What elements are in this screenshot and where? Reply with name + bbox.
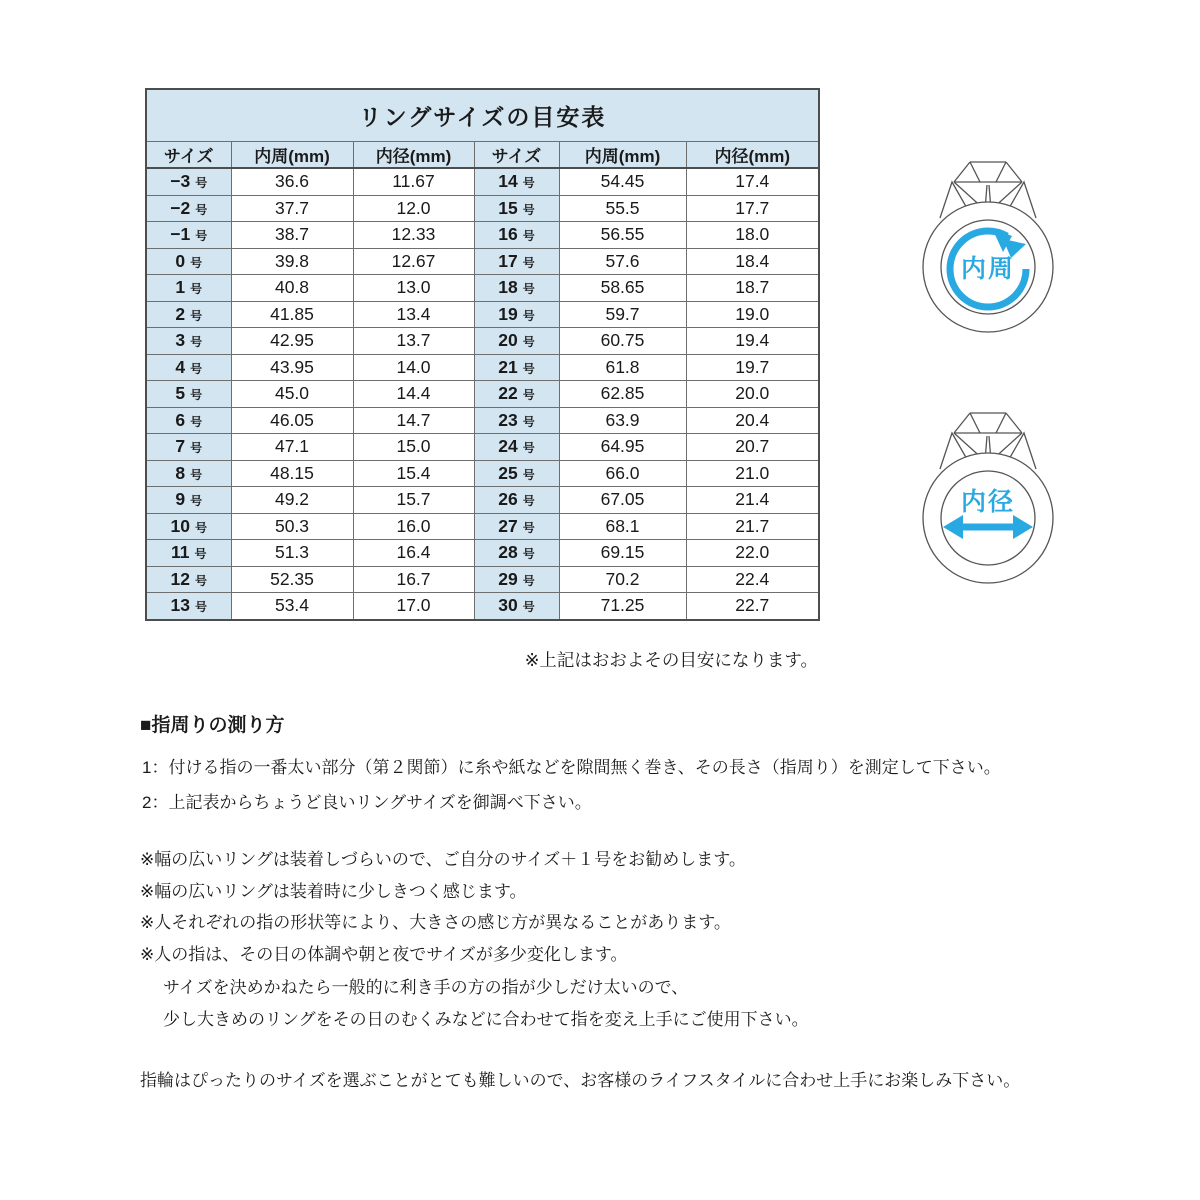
diameter-value-cell: 17.0 — [353, 593, 474, 620]
circumference-value-cell: 42.95 — [231, 328, 353, 355]
circumference-value-cell: 52.35 — [231, 566, 353, 593]
diameter-value-cell: 20.0 — [686, 381, 819, 408]
circumference-value-cell: 50.3 — [231, 513, 353, 540]
column-header-diameter: 内径(mm) — [353, 142, 474, 169]
circumference-value-cell: 37.7 — [231, 195, 353, 222]
diameter-value-cell: 11.67 — [353, 168, 474, 195]
circumference-value-cell: 39.8 — [231, 248, 353, 275]
size-cell: 8 号 — [146, 460, 231, 487]
diameter-value-cell: 21.0 — [686, 460, 819, 487]
table-row — [146, 593, 819, 620]
size-cell: 0 号 — [146, 248, 231, 275]
diameter-value-cell: 13.0 — [353, 275, 474, 302]
diameter-value-cell: 22.0 — [686, 540, 819, 567]
size-cell: 21 号 — [474, 354, 559, 381]
size-cell: 24 号 — [474, 434, 559, 461]
measure-step: 1：付ける指の一番太い部分（第２関節）に糸や紙などを隙間無く巻き、その長さ（指周り）を測定して下さい。 — [142, 758, 1001, 777]
size-cell: −2 号 — [146, 195, 231, 222]
table-row — [146, 513, 819, 540]
column-header-size: サイズ — [146, 142, 231, 169]
size-table-body — [146, 168, 819, 620]
table-row — [146, 381, 819, 408]
measure-step: 2：上記表からちょうど良いリングサイズを御調べ下さい。 — [142, 793, 592, 812]
size-cell: 23 号 — [474, 407, 559, 434]
size-cell: 10 号 — [146, 513, 231, 540]
diameter-value-cell: 18.7 — [686, 275, 819, 302]
circumference-value-cell: 57.6 — [559, 248, 686, 275]
diameter-value-cell: 18.4 — [686, 248, 819, 275]
diameter-value-cell: 20.7 — [686, 434, 819, 461]
circumference-value-cell: 49.2 — [231, 487, 353, 514]
diameter-value-cell: 19.0 — [686, 301, 819, 328]
circumference-value-cell: 67.05 — [559, 487, 686, 514]
circumference-value-cell: 63.9 — [559, 407, 686, 434]
table-row — [146, 195, 819, 222]
size-cell: −1 号 — [146, 222, 231, 249]
table-row — [146, 434, 819, 461]
footer-advice-line: 指輪はぴったりのサイズを選ぶことがとても難しいので、お客様のライフスタイルに合わせ上手にお楽しみ下さい。 — [140, 1071, 1021, 1090]
circumference-value-cell: 59.7 — [559, 301, 686, 328]
diameter-value-cell: 16.0 — [353, 513, 474, 540]
circumference-value-cell: 61.8 — [559, 354, 686, 381]
ring-label-diameter: 内径 — [960, 488, 1016, 516]
table-row — [146, 540, 819, 567]
diameter-value-cell: 17.7 — [686, 195, 819, 222]
ring-band — [923, 453, 1053, 583]
size-cell: 22 号 — [474, 381, 559, 408]
table-row — [146, 248, 819, 275]
circumference-value-cell: 66.0 — [559, 460, 686, 487]
circumference-value-cell: 47.1 — [231, 434, 353, 461]
size-cell: 15 号 — [474, 195, 559, 222]
size-cell: 2 号 — [146, 301, 231, 328]
table-row — [146, 275, 819, 302]
circumference-value-cell: 68.1 — [559, 513, 686, 540]
note-line: ※幅の広いリングは装着しづらいので、ご自分のサイズ＋１号をお勧めします。 — [140, 850, 746, 869]
size-cell: 14 号 — [474, 168, 559, 195]
table-title-row — [146, 89, 819, 142]
circumference-value-cell: 46.05 — [231, 407, 353, 434]
table-row — [146, 487, 819, 514]
diameter-value-cell: 15.7 — [353, 487, 474, 514]
circumference-value-cell: 41.85 — [231, 301, 353, 328]
circumference-value-cell: 62.85 — [559, 381, 686, 408]
diameter-value-cell: 12.67 — [353, 248, 474, 275]
circumference-value-cell: 54.45 — [559, 168, 686, 195]
circumference-value-cell: 69.15 — [559, 540, 686, 567]
size-cell: 19 号 — [474, 301, 559, 328]
table-row — [146, 222, 819, 249]
diameter-value-cell: 22.7 — [686, 593, 819, 620]
circumference-value-cell: 36.6 — [231, 168, 353, 195]
circumference-value-cell: 71.25 — [559, 593, 686, 620]
diameter-value-cell: 12.0 — [353, 195, 474, 222]
table-row — [146, 460, 819, 487]
diameter-value-cell: 20.4 — [686, 407, 819, 434]
diameter-value-cell: 21.4 — [686, 487, 819, 514]
diameter-value-cell: 22.4 — [686, 566, 819, 593]
column-header-diameter: 内径(mm) — [686, 142, 819, 169]
table-title: リングサイズの目安表 — [146, 89, 819, 142]
table-row — [146, 566, 819, 593]
column-header-size: サイズ — [474, 142, 559, 169]
notes-continuation-block — [163, 973, 809, 1037]
diameter-value-cell: 19.4 — [686, 328, 819, 355]
size-cell: 29 号 — [474, 566, 559, 593]
size-cell: 7 号 — [146, 434, 231, 461]
column-header-circumference: 内周(mm) — [231, 142, 353, 169]
table-row — [146, 301, 819, 328]
circumference-value-cell: 55.5 — [559, 195, 686, 222]
ring-size-table-container — [145, 88, 818, 621]
table-header-row — [146, 142, 819, 169]
size-cell: 27 号 — [474, 513, 559, 540]
circumference-value-cell: 38.7 — [231, 222, 353, 249]
size-cell: 20 号 — [474, 328, 559, 355]
size-cell: 5 号 — [146, 381, 231, 408]
table-row — [146, 328, 819, 355]
size-cell: 4 号 — [146, 354, 231, 381]
table-row — [146, 407, 819, 434]
size-cell: 18 号 — [474, 275, 559, 302]
circumference-value-cell: 58.65 — [559, 275, 686, 302]
size-cell: 3 号 — [146, 328, 231, 355]
diameter-value-cell: 16.4 — [353, 540, 474, 567]
note-line: ※人の指は、その日の体調や朝と夜でサイズが多少変化します。 — [140, 944, 628, 964]
table-note: ※上記はおおよその目安になります。 — [524, 650, 818, 670]
diameter-value-cell: 13.4 — [353, 301, 474, 328]
circumference-value-cell: 48.15 — [231, 460, 353, 487]
note-line: ※幅の広いリングは装着時に少しきつく感じます。 — [140, 881, 527, 901]
diameter-value-cell: 21.7 — [686, 513, 819, 540]
diameter-value-cell: 12.33 — [353, 222, 474, 249]
diameter-value-cell: 13.7 — [353, 328, 474, 355]
ring-illustration-circumference — [906, 152, 1071, 337]
ring-size-table — [145, 88, 820, 621]
size-cell: 26 号 — [474, 487, 559, 514]
note-line: サイズを決めかねたら一般的に利き手の方の指が少しだけ太いので、 — [163, 978, 689, 997]
size-cell: 1 号 — [146, 275, 231, 302]
diameter-value-cell: 15.0 — [353, 434, 474, 461]
diameter-value-cell: 17.4 — [686, 168, 819, 195]
size-cell: 9 号 — [146, 487, 231, 514]
diameter-value-cell: 16.7 — [353, 566, 474, 593]
note-line: ※人それぞれの指の形状等により、大きさの感じ方が異なることがあります。 — [140, 913, 731, 932]
diameter-value-cell: 18.0 — [686, 222, 819, 249]
size-cell: 13 号 — [146, 593, 231, 620]
circumference-value-cell: 43.95 — [231, 354, 353, 381]
diameter-value-cell: 14.4 — [353, 381, 474, 408]
circumference-value-cell: 51.3 — [231, 540, 353, 567]
size-cell: −3 号 — [146, 168, 231, 195]
circumference-value-cell: 40.8 — [231, 275, 353, 302]
size-cell: 11 号 — [146, 540, 231, 567]
ring-illustration-diameter — [906, 403, 1071, 588]
circumference-value-cell: 70.2 — [559, 566, 686, 593]
circumference-value-cell: 53.4 — [231, 593, 353, 620]
note-line: 少し大きめのリングをその日のむくみなどに合わせて指を変え上手にご使用下さい。 — [163, 1010, 809, 1029]
circumference-value-cell: 64.95 — [559, 434, 686, 461]
size-cell: 25 号 — [474, 460, 559, 487]
size-cell: 12 号 — [146, 566, 231, 593]
size-cell: 17 号 — [474, 248, 559, 275]
diameter-value-cell: 15.4 — [353, 460, 474, 487]
diameter-value-cell: 14.7 — [353, 407, 474, 434]
ring-label-circumference: 内周 — [960, 255, 1016, 283]
circumference-value-cell: 45.0 — [231, 381, 353, 408]
measure-section-heading: ■指周りの測り方 — [140, 715, 285, 736]
circumference-value-cell: 56.55 — [559, 222, 686, 249]
notes-block — [140, 845, 746, 971]
size-cell: 30 号 — [474, 593, 559, 620]
size-cell: 6 号 — [146, 407, 231, 434]
circumference-value-cell: 60.75 — [559, 328, 686, 355]
table-row — [146, 168, 819, 195]
size-cell: 28 号 — [474, 540, 559, 567]
size-cell: 16 号 — [474, 222, 559, 249]
diameter-value-cell: 14.0 — [353, 354, 474, 381]
column-header-circumference: 内周(mm) — [559, 142, 686, 169]
diameter-value-cell: 19.7 — [686, 354, 819, 381]
table-row — [146, 354, 819, 381]
